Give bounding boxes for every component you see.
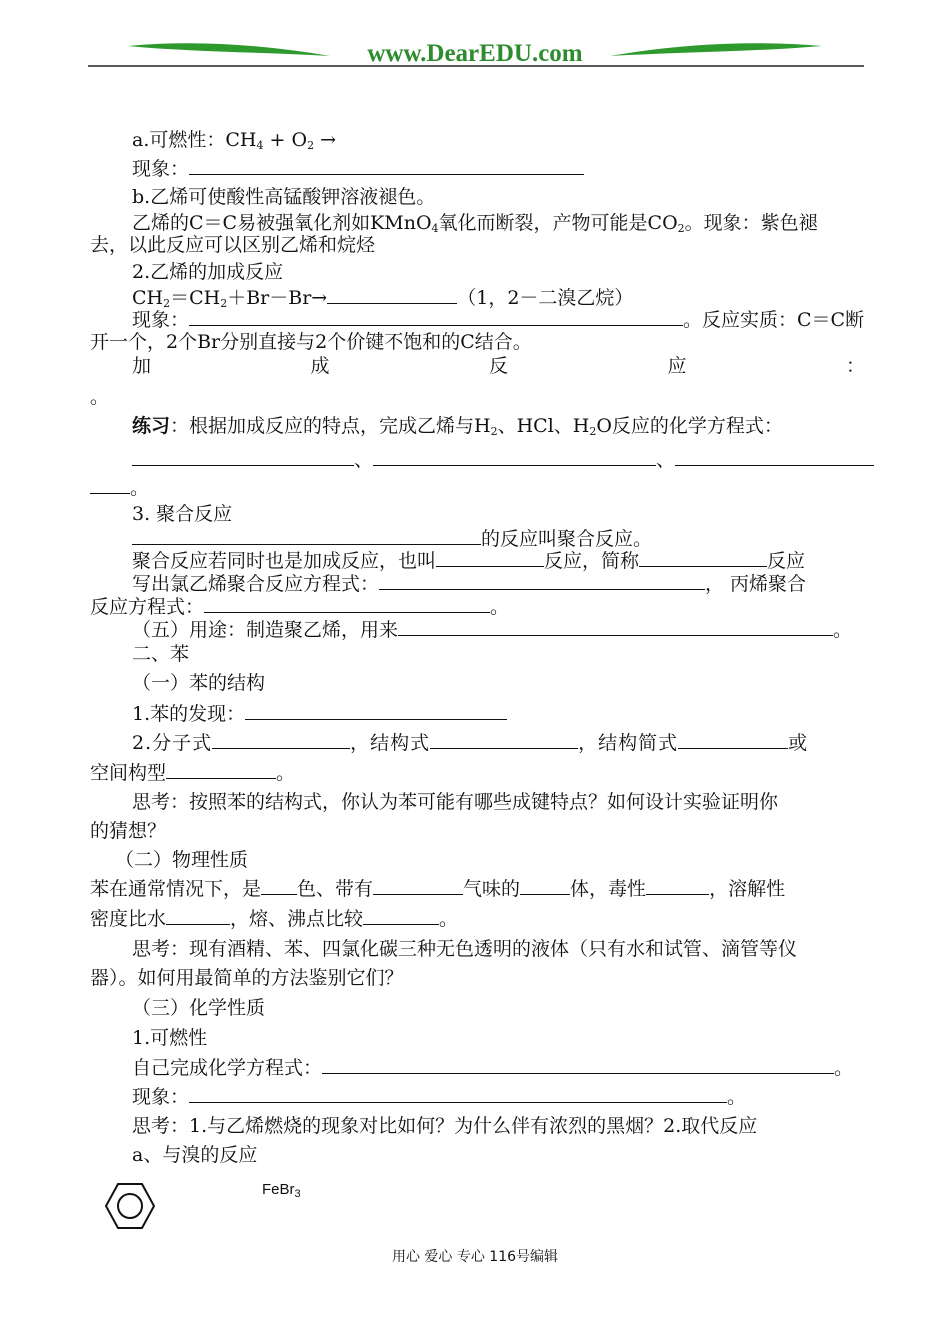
line-physical-2: 密度比水 ，熔、沸点比较 。 bbox=[90, 908, 459, 930]
blank-field[interactable] bbox=[189, 157, 584, 175]
blank-field[interactable] bbox=[678, 731, 788, 749]
blank-field[interactable] bbox=[436, 549, 544, 567]
catalyst-label: FeBr$_3$ bbox=[262, 1181, 301, 1200]
line-distinguish: 去，以此反应可以区别乙烯和烷烃 bbox=[90, 234, 376, 256]
blank-field[interactable] bbox=[430, 731, 578, 749]
blank-field[interactable] bbox=[245, 702, 507, 720]
blank-field[interactable] bbox=[132, 527, 481, 545]
blank-field[interactable] bbox=[327, 286, 457, 304]
blank-field[interactable] bbox=[322, 1056, 834, 1074]
line-exercise-end: 。 bbox=[90, 476, 865, 500]
blank-field[interactable] bbox=[639, 549, 767, 567]
line-kmno4: b.乙烯可使酸性高锰酸钾溶液褪色。 bbox=[132, 186, 436, 208]
line-exercise: 练习：根据加成反应的特点，完成乙烯与$H_2$、HCl、$H_2O$反应的化学方程式： bbox=[132, 415, 783, 438]
blank-field[interactable] bbox=[373, 448, 656, 466]
line-polymerization-def: 的反应叫聚合反应。 bbox=[90, 527, 907, 551]
blank-field[interactable] bbox=[363, 907, 439, 925]
blank-field[interactable] bbox=[261, 877, 297, 895]
line-phenomenon-2: 现象： 。反应实质：C＝C断 bbox=[132, 309, 865, 331]
line-combustibility-heading: 1.可燃性 bbox=[132, 1027, 208, 1049]
line-combustibility: a.可燃性：$CH_4 + O_2$ → bbox=[132, 129, 337, 152]
blank-field[interactable] bbox=[675, 448, 874, 466]
blank-field[interactable] bbox=[189, 1085, 727, 1103]
blank-field[interactable] bbox=[520, 877, 570, 895]
blank-field[interactable] bbox=[166, 761, 276, 779]
section-benzene: 二、苯 bbox=[132, 643, 190, 665]
benzene-ring-icon bbox=[104, 1180, 156, 1232]
subsection-physical: （二）物理性质 bbox=[115, 849, 249, 871]
line-polymerization-aka: 聚合反应若同时也是加成反应，也叫 反应，简称 反应 bbox=[132, 550, 806, 572]
line-phenomenon-1: 现象： bbox=[90, 157, 907, 181]
subsection-structure: （一）苯的结构 bbox=[132, 672, 266, 694]
line-addition-heading: 2.乙烯的加成反应 bbox=[132, 261, 284, 283]
header-brand: www.DearEDU.com bbox=[367, 40, 583, 67]
line-equation: 自己完成化学方程式： 。 bbox=[132, 1057, 854, 1079]
subsection-chemical: （三）化学性质 bbox=[132, 997, 266, 1019]
blank-field[interactable] bbox=[132, 448, 354, 466]
line-think-1a: 思考：按照苯的结构式，你认为苯可能有哪些成键特点？如何设计实验证明你 bbox=[132, 791, 779, 813]
line-think-2b: 器）。如何用最简单的方法鉴别它们？ bbox=[90, 967, 404, 989]
line-propylene: 反应方程式： 。 bbox=[90, 596, 510, 618]
line-physical-1: 苯在通常情况下，是 色、带有 气味的 体，毒性 ，溶解性 bbox=[90, 878, 786, 900]
line-addition-definition: 加 成 反 应 ： bbox=[132, 355, 865, 377]
blank-field[interactable] bbox=[646, 877, 709, 895]
blank-field[interactable] bbox=[204, 595, 490, 613]
page-footer: 用心 爱心 专心 116号编辑 bbox=[391, 1249, 559, 1265]
line-geometry: 空间构型 。 bbox=[90, 762, 296, 784]
line-think-1b: 的猜想？ bbox=[90, 820, 167, 842]
line-vinyl-chloride: 写出氯乙烯聚合反应方程式： ， 丙烯聚合 bbox=[132, 573, 807, 595]
line-formulas: 2.分子式 ，结构式 ，结构简式 或 bbox=[132, 732, 809, 754]
blank-field[interactable] bbox=[379, 572, 705, 590]
blank-field[interactable] bbox=[90, 476, 130, 494]
line-essence: 开一个，2个Br分别直接与2个价键不饱和的C结合。 bbox=[90, 331, 532, 353]
header-banner bbox=[0, 0, 950, 80]
line-polymerization-heading: 3. 聚合反应 bbox=[132, 503, 233, 525]
blank-field[interactable] bbox=[189, 308, 683, 326]
line-exercise-blanks: 、 、 bbox=[90, 448, 907, 472]
line-period: 。 bbox=[90, 386, 110, 408]
blank-field[interactable] bbox=[373, 877, 463, 895]
line-bromine-reaction: a、与溴的反应 bbox=[132, 1144, 258, 1166]
blank-field[interactable] bbox=[166, 907, 230, 925]
line-phenomenon-3: 现象： 。 bbox=[132, 1086, 747, 1108]
line-oxidation: 乙烯的C＝C易被强氧化剂如KMnO$_4$氧化而断裂，产物可能是$CO_2$。现象：紫色褪 bbox=[132, 212, 818, 235]
line-think-3: 思考：1.与乙烯燃烧的现象对比如何？为什么伴有浓烈的黑烟？2.取代反应 bbox=[132, 1115, 758, 1137]
line-discovery: 1.苯的发现： bbox=[90, 702, 907, 726]
line-bromination-equation: $CH_2=CH_2+Br-Br\to (1$，2－二溴乙烷） bbox=[132, 287, 634, 310]
blank-field[interactable] bbox=[398, 618, 833, 636]
line-think-2a: 思考：现有酒精、苯、四氯化碳三种无色透明的液体（只有水和试管、滴管等仪 bbox=[132, 938, 798, 960]
blank-field[interactable] bbox=[212, 731, 350, 749]
line-uses: （五）用途：制造聚乙烯，用来 。 bbox=[132, 619, 853, 641]
